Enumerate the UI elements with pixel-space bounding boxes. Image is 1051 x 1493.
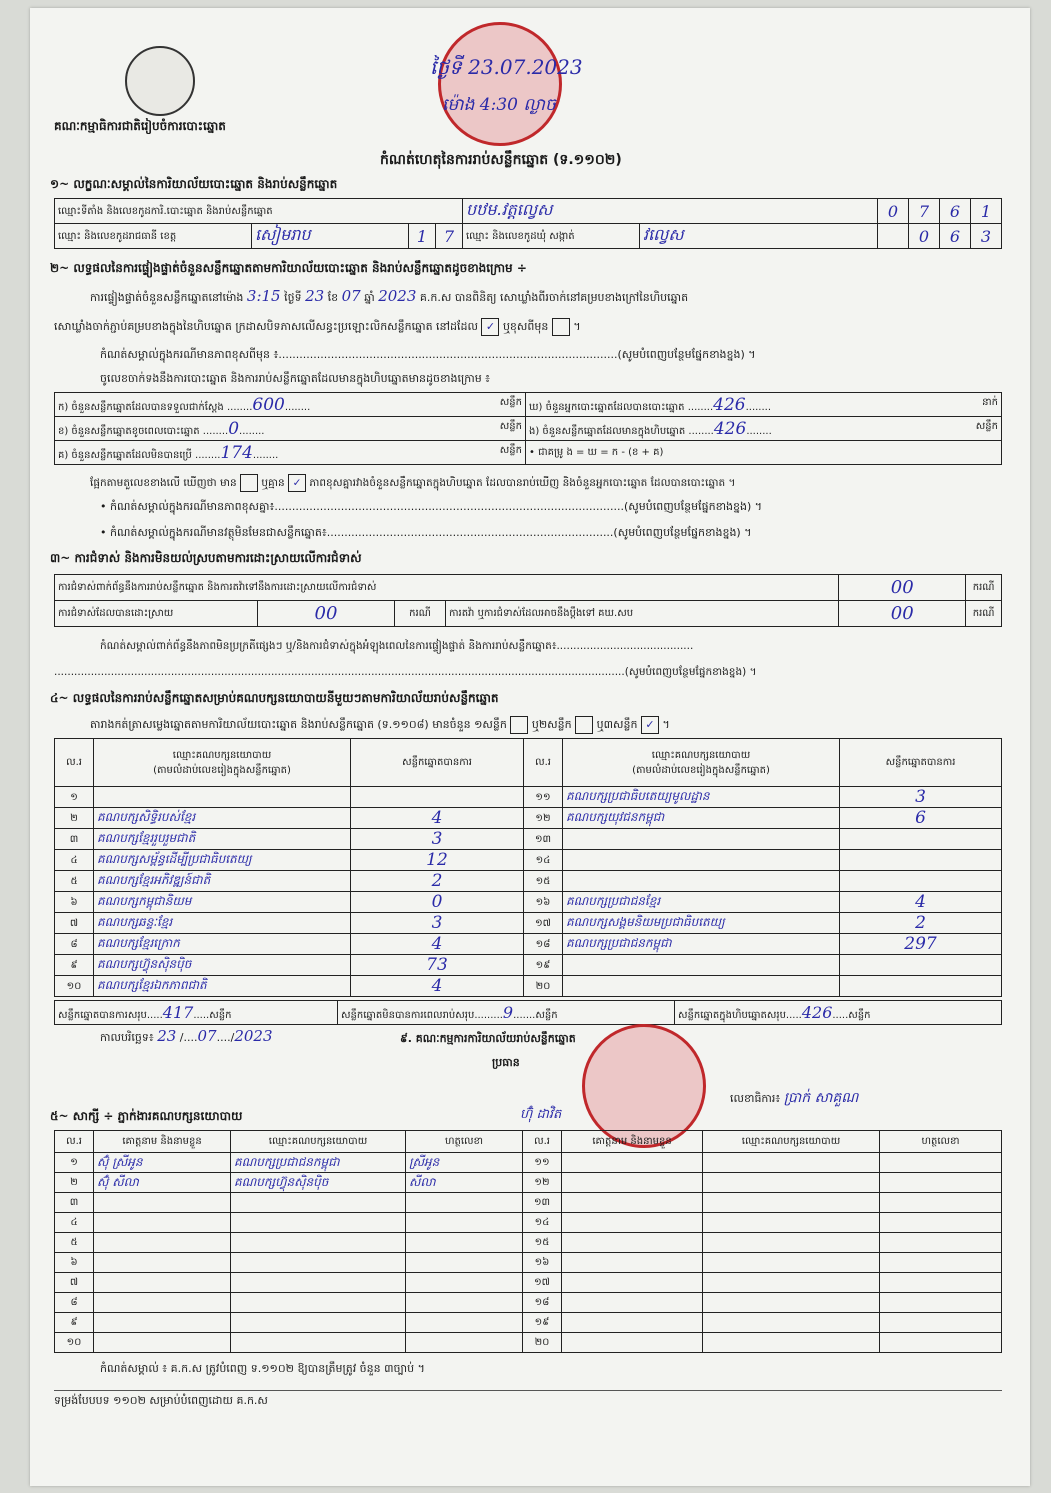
table-row [55, 1233, 1002, 1253]
party-name: គណបក្សប្រជាជនខ្មែរ [563, 892, 840, 913]
party-votes: 3 [351, 913, 524, 934]
witness-name [94, 1313, 231, 1333]
unchanged-checkbox[interactable]: ✓ [481, 318, 499, 336]
row-number: ៧ [55, 913, 94, 934]
witness-name [94, 1273, 231, 1293]
witness-name [94, 1293, 231, 1313]
party-name: គណបក្សខ្មែរឯកភាពជាតិ [94, 976, 351, 997]
table-row [55, 1313, 1002, 1333]
row-number: ៨ [55, 1293, 94, 1313]
witness-name [562, 1193, 703, 1213]
witness-party [703, 1153, 880, 1173]
row-number: ១៤ [524, 850, 563, 871]
witness-name: ស៊ុំ សីលា [94, 1173, 231, 1193]
witness-signature [880, 1273, 1002, 1293]
witness-signature [406, 1253, 523, 1273]
witness-name [94, 1213, 231, 1233]
witness-signature: ស្រីអូន [406, 1153, 523, 1173]
table-row [55, 871, 1002, 892]
party-votes: 73 [351, 955, 524, 976]
party-votes [840, 871, 1002, 892]
ballots-in-box: 426 [713, 418, 747, 439]
witness-signature [880, 1253, 1002, 1273]
witness-party [703, 1213, 880, 1233]
section1-heading: ១~ លក្ខណៈសម្គាល់នៃការិយាល័យបោះឆ្នោត និងរាប់សន្លឹកឆ្នោត [50, 177, 338, 191]
province-value: សៀមរាប [252, 224, 409, 249]
witness-name [562, 1173, 703, 1193]
party-results-table: ល.រ ឈ្មោះគណបក្សនយោបាយ (តាមលំដាប់លេខរៀងក្នុងសន្លឹកឆ្នោត) សន្លឹកឆ្នោតបានការ ល.រ ឈ្មោះគណបក្សនយោបាយ (តាមលំដាប់លេខរៀងក្នុងសន្លឹកឆ្នោត) សន្លឹកឆ្នោតបានការ ១ ១១ គណបក្សប្រជាធិបតេយ្យមូលដ្ឋាន 3 ២ គណបក្សសិទ្ធិរបស់ខ្មែរ 4 ១២ គណបក្សយុវជនកម្ពុជា 6 ៣ គណបក្សខ្មែររួបរួមជាតិ 3 ១៣ ៤ គណបក្សសម្ព័ន្ធដើម្បីប្រជាធិបតេយ្យ 12 ១៤ ៥ គណបក្សខ្មែរអភិវឌ្ឍន៍ជាតិ 2 ១៥ ៦ គណបក្សកម្ពុជានិយម 0 ១៦ គណបក្សប្រជាជនខ្មែរ 4 ៧ គណបក្សឆន្ទៈខ្មែរ 3 ១៧ គណបក្សសង្គមនិយមប្រជាធិបតេយ្យ 2 ៨ គណបក្សខ្មែរក្រោក 4 ១៨ គណបក្សប្រជាជនកម្ពុជា 297 ៩ គណបក្សហ៊្វុនស៊ិនប៉ិច 73 ១៩ ១០ គណបក្សខ្មែរឯកភាពជាតិ 4 ២០ [54, 738, 1002, 997]
party-votes [840, 829, 1002, 850]
non-ballot-note: • កំណត់សម្គាល់ក្នុងករណីមានវត្ថុមិនមែនជាសន្លឹកឆ្នោត៖..................................................................................(សូមបំពេញបន្ថែមផ្នែកខាងខ្នង) ។ [100, 526, 752, 539]
table-row [55, 913, 1002, 934]
party-votes: 12 [351, 850, 524, 871]
witness-party [231, 1333, 406, 1353]
appeal-count: 00 [839, 601, 966, 627]
row-number: ១៨ [524, 934, 563, 955]
party-votes [840, 850, 1002, 871]
party-name: គណបក្សសង្គមនិយមប្រជាធិបតេយ្យ [563, 913, 840, 934]
row-number: ១៥ [523, 1233, 562, 1253]
party-name [563, 871, 840, 892]
party-votes [351, 787, 524, 808]
difference-yes-checkbox[interactable] [240, 474, 258, 492]
row-number: ៩ [55, 955, 94, 976]
row-number: ១៧ [524, 913, 563, 934]
total-in-box: 426 [801, 1002, 833, 1022]
code-digit: 7 [909, 199, 940, 224]
row-number: ២ [55, 808, 94, 829]
table-row [55, 1193, 1002, 1213]
section2-heading: ២~ លទ្ធផលនៃការផ្ទៀងផ្ទាត់ចំនួនសន្លឹកឆ្នោតតាមការិយាល័យបោះឆ្នោត និងរាប់សន្លឹកឆ្នោតដូចខាងក្រោម ÷ [50, 261, 527, 275]
appeal-label: ការតវ៉ា ឬការជំទាស់ដែលអាចនឹងប្តឹងទៅ គឃ.សប [446, 601, 839, 627]
witness-party [231, 1293, 406, 1313]
party-name [563, 955, 840, 976]
province-digit: 7 [436, 224, 463, 249]
witness-party [231, 1233, 406, 1253]
witness-name [562, 1253, 703, 1273]
irregularity-note-cont: ...........................................................................................................................................................................(សូមបំពេញបន្ថែមផ្នែកខាងខ្នង) ។ [54, 666, 757, 678]
province-label: ឈ្មោះ និងលេខកូដរាជធានី ខេត្ត [55, 224, 252, 249]
verification-line: ការផ្ទៀងផ្ទាត់ចំនួនសន្លឹកឆ្នោតនៅម៉ោង 3:15 ថ្ងៃទី 23 ខែ 07 ឆ្នាំ 2023 គ.ក.ស បានពិនិត្យ សោឃ្លាំងពីរចាក់នៅគម្របខាងក្រៅនៃហិបឆ្នោត [90, 287, 689, 305]
signatories-heading: ៩. គណៈកម្មការការិយាល័យរាប់សន្លឹកឆ្នោត [400, 1032, 576, 1045]
witness-signature [406, 1273, 523, 1293]
party-votes [840, 976, 1002, 997]
row-number: ១៩ [524, 955, 563, 976]
witness-signature [880, 1313, 1002, 1333]
table-row [55, 1253, 1002, 1273]
witness-party [703, 1173, 880, 1193]
party-votes: 3 [840, 787, 1002, 808]
witness-name [562, 1233, 703, 1253]
row-number: ៩ [55, 1313, 94, 1333]
president-name: ហ៊ុំ ដាវិត [520, 1107, 562, 1122]
witness-party [231, 1313, 406, 1333]
section3-heading: ៣~ ការជំទាស់ និងការមិនយល់ស្របតាមការដោះស្រាយលើការជំទាស់ [50, 551, 362, 565]
table-row [55, 829, 1002, 850]
two-sheet-checkbox[interactable] [575, 716, 593, 734]
row-number: ៣ [55, 829, 94, 850]
witness-table: ល.រ គោត្តនាម និងនាមខ្លួន ឈ្មោះគណបក្សនយោបាយ ហត្ថលេខា ល.រ គោត្តនាម និងនាមខ្លួន ឈ្មោះគណបក្សនយោបាយ ហត្ថលេខា ១ ស៊ុំ ស្រីអូន គណបក្សប្រជាជនកម្ពុជា ស្រីអូន ១១ ២ ស៊ុំ សីលា គណបក្សហ៊្វុនស៊ិនប៉ិច សីលា ១២ ៣ ១៣ ៤ ១៤ ៥ ១៥ ៦ ១៦ ៧ ១៧ ៨ ១៨ ៩ ១៩ ១០ ២០ [54, 1130, 1002, 1353]
form-page [30, 8, 1030, 1486]
footer-divider [54, 1390, 1002, 1391]
row-number: ១៨ [523, 1293, 562, 1313]
witness-party [231, 1253, 406, 1273]
witness-signature [880, 1293, 1002, 1313]
handwritten-date: ថ្ងៃទី 23.07.2023 [430, 55, 583, 79]
province-digit: 1 [409, 224, 436, 249]
row-number: ២០ [524, 976, 563, 997]
president-label: ប្រធាន [492, 1056, 520, 1069]
table-row [55, 892, 1002, 913]
table-row [55, 787, 1002, 808]
changed-checkbox[interactable] [552, 318, 570, 336]
table-row [55, 1273, 1002, 1293]
location-table [54, 198, 1002, 249]
table-row [55, 955, 1002, 976]
witness-signature [880, 1233, 1002, 1253]
row-number: ៥ [55, 871, 94, 892]
table-row [55, 976, 1002, 997]
complaints-count: 00 [839, 575, 966, 601]
official-stamp-top-icon [438, 22, 562, 146]
totals-table: សន្លឹកឆ្នោតបានការសរុប.....417.....សន្លឹក សន្លឹកឆ្នោតមិនបានការពេលរាប់សរុប.........9.......សន្លឹក សន្លឹកឆ្នោតក្នុងហិបឆ្នោតសរុប.....426.....សន្លឹក [54, 1000, 1002, 1025]
verification-month: 07 [341, 287, 361, 305]
witness-name [94, 1233, 231, 1253]
party-votes: 4 [351, 934, 524, 955]
row-number: ១០ [55, 976, 94, 997]
code-digit: 1 [971, 199, 1002, 224]
row-number: ១១ [524, 787, 563, 808]
witness-party [231, 1193, 406, 1213]
party-name: គណបក្សសិទ្ធិរបស់ខ្មែរ [94, 808, 351, 829]
party-name: គណបក្សខ្មែរអភិវឌ្ឍន៍ជាតិ [94, 871, 351, 892]
verification-time: 3:15 [246, 287, 281, 305]
table-row [55, 1153, 1002, 1173]
row-number: ២ [55, 1173, 94, 1193]
secretary-name: ប្រាក់ សាគួណ [783, 1090, 859, 1106]
irregularity-note: កំណត់សម្គាល់ពាក់ព័ន្ធនឹងភាពមិនប្រក្រតីផ្សេងៗ ឬ/និងការជំទាស់ក្នុងអំឡុងពេលនៃការផ្ទៀងផ្ទាត់ និងការរាប់សន្លឹកឆ្នោត៖......................................... [100, 640, 694, 652]
difference-line: ផ្អែកតាមតួលេខខាងលើ ឃើញថា មាន ឬគ្មាន ✓ ភាពខុសគ្នារវាងចំនួនសន្លឹកឆ្នោតក្នុងហិបឆ្នោត ដែលបានរាប់ឃើញ និងចំនួនអ្នកបោះឆ្នោត ដែលបានបោះឆ្នោត ។ [90, 474, 735, 492]
verification-day: 23 [305, 287, 325, 305]
witness-party: គណបក្សហ៊្វុនស៊ិនប៉ិច [231, 1173, 406, 1193]
row-number: ៣ [55, 1193, 94, 1213]
footnote: កំណត់សម្គាល់ ៖ គ.ក.ស ត្រូវបំពេញ ទ.១១០២ ឱ្យបានត្រឹមត្រូវ ចំនួន ៣ច្បាប់ ។ [100, 1362, 425, 1375]
check-formula: • ជាគម្រូ ង = ឃ = ក - (ខ + គ) [526, 441, 1002, 465]
witness-name [562, 1313, 703, 1333]
tally-sheet-line: តារាងកត់ត្រាសម្លេងឆ្នោតតាមការិយាល័យបោះឆ្នោត និងរាប់សន្លឹកឆ្នោត (ទ.១១០៨) មានចំនួន ១សន្លឹក ឬ២សន្លឹក ឬ៣សន្លឹក ✓ ។ [90, 716, 670, 734]
party-name: គណបក្សហ៊្វុនស៊ិនប៉ិច [94, 955, 351, 976]
row-number: ១ [55, 787, 94, 808]
witness-name [94, 1253, 231, 1273]
party-votes: 4 [351, 976, 524, 997]
witness-signature [406, 1193, 523, 1213]
row-number: ២០ [523, 1333, 562, 1353]
witness-signature [880, 1193, 1002, 1213]
witness-name [562, 1333, 703, 1353]
seal-status-line: សោឃ្លាំងចាក់ភ្ជាប់គម្របខាងក្នុងនៃហិបឆ្នោត ក្រដាសបិទភាសលើសន្ធះប្រឡោះលិកសន្លឹកឆ្នោត នៅដដែល ✓ ឬខុសពីមុន ។ [54, 318, 581, 336]
committee-name: គណៈកម្មាធិការជាតិរៀបចំការបោះឆ្នោត [54, 119, 226, 133]
witness-name [94, 1193, 231, 1213]
row-number: ១៦ [524, 892, 563, 913]
commune-digit: 0 [909, 224, 940, 249]
row-number: ៦ [55, 892, 94, 913]
figures-intro: ចូលេខចាក់ទងនឹងការបោះឆ្នោត និងការរាប់សន្លឹកឆ្នោតដែលមានក្នុងហិបឆ្នោតមានដូចខាងក្រោម ៖ [100, 372, 491, 385]
party-votes: 3 [351, 829, 524, 850]
party-name: គណបក្សខ្មែរក្រោក [94, 934, 351, 955]
row-number: ៤ [55, 850, 94, 871]
witness-signature [406, 1333, 523, 1353]
row-number: ១ [55, 1153, 94, 1173]
row-number: ១២ [523, 1173, 562, 1193]
party-votes [840, 955, 1002, 976]
complaints-label: ការជំទាស់ពាក់ព័ន្ធនឹងការរាប់សន្លឹកឆ្នោត និងការតវ៉ាទៅនឹងការដោះស្រាយលើការជំទាស់ [55, 575, 839, 601]
row-number: ១៤ [523, 1213, 562, 1233]
party-name [563, 850, 840, 871]
witness-signature [406, 1233, 523, 1253]
witness-name [562, 1273, 703, 1293]
change-note-line: កំណត់សម្គាល់ក្នុងករណីមានភាពខុសពីមុន ៖.................................................................................................(សូមបំពេញបន្ថែមផ្នែកខាងខ្នង) ។ [100, 348, 756, 361]
party-name: គណបក្សប្រជាជនកម្ពុជា [563, 934, 840, 955]
witness-party [703, 1233, 880, 1253]
party-name: គណបក្សយុវជនកម្ពុជា [563, 808, 840, 829]
party-votes: 6 [840, 808, 1002, 829]
table-row [55, 1173, 1002, 1193]
handwritten-time: ម៉ោង 4:30 ល្ងាច [442, 95, 556, 115]
table-row [55, 850, 1002, 871]
commune-digit: 6 [940, 224, 971, 249]
ballots-spoiled: 0 [228, 418, 240, 439]
resolved-count: 00 [258, 601, 395, 627]
party-name: គណបក្សសម្ព័ន្ធដើម្បីប្រជាធិបតេយ្យ [94, 850, 351, 871]
party-name: គណបក្សប្រជាធិបតេយ្យមូលដ្ឋាន [563, 787, 840, 808]
row-number: ៧ [55, 1273, 94, 1293]
total-valid: 417 [162, 1002, 194, 1022]
witness-signature: សីលា [406, 1173, 523, 1193]
secretary-line: លេខាធិការ៖ ប្រាក់ សាគួណ [730, 1090, 859, 1106]
witness-signature [406, 1213, 523, 1233]
party-name: គណបក្សឆន្ទៈខ្មែរ [94, 913, 351, 934]
party-name: គណបក្សខ្មែររួបរួមជាតិ [94, 829, 351, 850]
party-votes: 4 [351, 808, 524, 829]
row-number: ១៥ [524, 871, 563, 892]
row-number: ៥ [55, 1233, 94, 1253]
witness-party [703, 1193, 880, 1213]
witness-party [703, 1333, 880, 1353]
witness-signature [406, 1313, 523, 1333]
party-name [94, 787, 351, 808]
witness-party [703, 1273, 880, 1293]
commune-label: ឈ្មោះ និងលេខកូដឃុំ សង្កាត់ [463, 224, 640, 249]
row-number: ១១ [523, 1153, 562, 1173]
witness-name [562, 1153, 703, 1173]
location-label: ឈ្មោះទីតាំង និងលេខកូដការិ.បោះឆ្នោត និងរាប់សន្លឹកឆ្នោត [55, 199, 463, 224]
row-number: ១០ [55, 1333, 94, 1353]
party-votes: 2 [840, 913, 1002, 934]
witness-name [94, 1333, 231, 1353]
form-title: កំណត់ហេតុនៃការរាប់សន្លឹកឆ្នោត (ទ.១១០២) [380, 152, 622, 168]
table-row [55, 808, 1002, 829]
code-digit: 0 [878, 199, 909, 224]
commune-value: វល្វេស [640, 224, 878, 249]
witness-name: ស៊ុំ ស្រីអូន [94, 1153, 231, 1173]
section5-heading: ៥~ សាក្សី ÷ ភ្នាក់ងារគណបក្សនយោបាយ [50, 1109, 243, 1123]
row-number: ១៩ [523, 1313, 562, 1333]
row-number: ១៣ [524, 829, 563, 850]
resolved-label: ការជំទាស់ដែលបានដោះស្រាយ [55, 601, 258, 627]
three-sheet-checkbox[interactable]: ✓ [641, 716, 659, 734]
table-row [55, 1293, 1002, 1313]
form-footer: ទម្រង់បែបបទ ១១០២ សម្រាប់បំពេញដោយ គ.ក.ស [54, 1394, 268, 1407]
total-invalid: 9 [502, 1002, 514, 1022]
table-row [55, 934, 1002, 955]
witness-party [703, 1313, 880, 1333]
witness-signature [880, 1173, 1002, 1193]
difference-no-checkbox[interactable]: ✓ [288, 474, 306, 492]
witness-signature [880, 1213, 1002, 1233]
row-number: ១៦ [523, 1253, 562, 1273]
party-name [563, 976, 840, 997]
witness-signature [880, 1333, 1002, 1353]
signing-date: កាលបរិច្ឆេទ៖ 23 /....07..../2023 [100, 1027, 273, 1045]
nec-emblem-icon [125, 46, 195, 116]
verification-year: 2023 [378, 287, 417, 305]
ballots-received: 600 [252, 394, 285, 415]
voters-voted: 426 [713, 394, 746, 415]
party-votes: 0 [351, 892, 524, 913]
witness-signature [406, 1293, 523, 1313]
difference-note: • កំណត់សម្គាល់ក្នុងករណីមានភាពខុសគ្នា៖....................................................................................................(សូមបំពេញបន្ថែមផ្នែកខាងខ្នង) ។ [100, 500, 763, 513]
party-name [563, 829, 840, 850]
table-row [55, 1333, 1002, 1353]
row-number: ៦ [55, 1253, 94, 1273]
ballot-figures-table: ក) ចំនួនសន្លឹកឆ្នោតដែលបានទទួលជាក់ស្តែង ........600........ សន្លឹក ឃ) ចំនួនអ្នកបោះឆ្នោតដែលបានបោះឆ្នោត ........426........ នាក់ ខ) ចំនួនសន្លឹកឆ្នោតខូចពេលបោះឆ្នោត ........0........ សន្លឹក ង) ចំនួនសន្លឹកឆ្នោតដែលមានក្នុងហិបឆ្នោត ........426........ សន្លឹក គ) ចំនួនសន្លឹកឆ្នោតដែលមិនបានប្រើ ........174........ សន្លឹក • ជាគម្រូ ង = ឃ = ក - (ខ + គ) [54, 392, 1002, 465]
section4-heading: ៤~ លទ្ធផលនៃការរាប់សន្លឹកឆ្នោតសម្រាប់គណបក្សនយោបាយនីមួយៗតាមការិយាល័យរាប់សន្លឹកឆ្នោត [50, 691, 499, 705]
row-number: ៨ [55, 934, 94, 955]
row-number: ១៣ [523, 1193, 562, 1213]
row-number: ១២ [524, 808, 563, 829]
row-number: ១៧ [523, 1273, 562, 1293]
party-votes: 2 [351, 871, 524, 892]
witness-party [703, 1253, 880, 1273]
row-number: ៤ [55, 1213, 94, 1233]
one-sheet-checkbox[interactable] [510, 716, 528, 734]
witness-party [231, 1213, 406, 1233]
party-name: គណបក្សកម្ពុជានិយម [94, 892, 351, 913]
witness-signature [880, 1153, 1002, 1173]
witness-party: គណបក្សប្រជាជនកម្ពុជា [231, 1153, 406, 1173]
location-value: បឋម.វត្តល្វេស [463, 199, 878, 224]
table-row [55, 1213, 1002, 1233]
ballots-unused: 174 [220, 442, 253, 463]
complaints-table: ការជំទាស់ពាក់ព័ន្ធនឹងការរាប់សន្លឹកឆ្នោត និងការតវ៉ាទៅនឹងការដោះស្រាយលើការជំទាស់ 00 ករណី ការជំទាស់ដែលបានដោះស្រាយ 00 ករណី ការតវ៉ា ឬការជំទាស់ដែលអាចនឹងប្តឹងទៅ គឃ.សប 00 ករណី [54, 574, 1002, 627]
code-digit: 6 [940, 199, 971, 224]
witness-name [562, 1213, 703, 1233]
witness-party [231, 1273, 406, 1293]
commune-digit: 3 [971, 224, 1002, 249]
party-votes: 297 [840, 934, 1002, 955]
witness-name [562, 1293, 703, 1313]
witness-party [703, 1293, 880, 1313]
party-votes: 4 [840, 892, 1002, 913]
